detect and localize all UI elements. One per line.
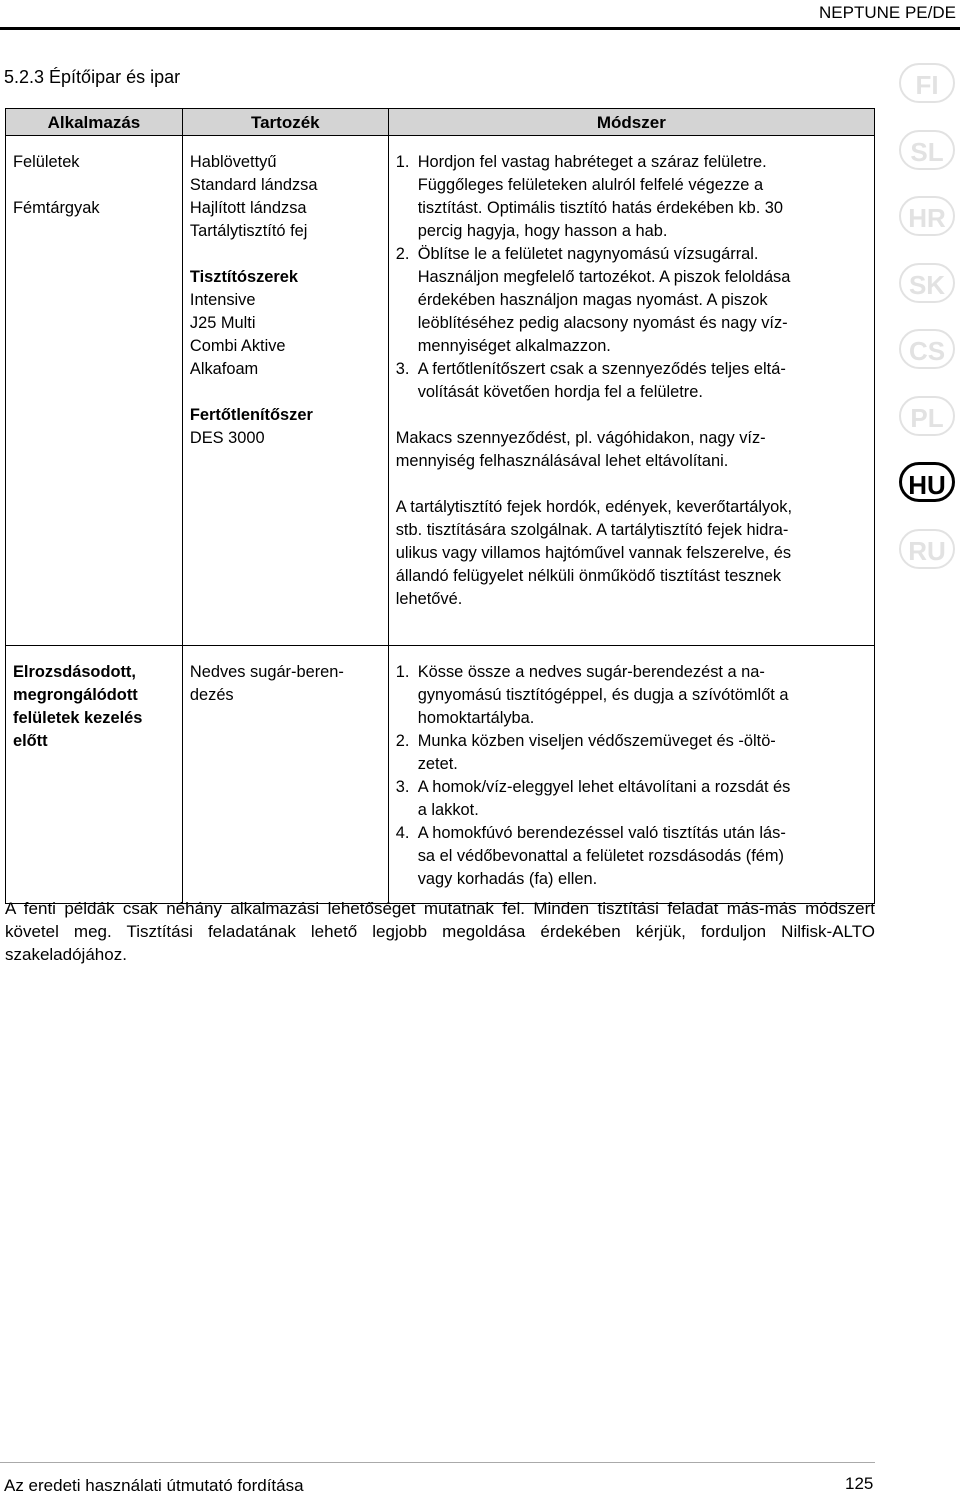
language-tab-pl[interactable]: PL bbox=[895, 393, 959, 439]
footer-rule bbox=[0, 1462, 875, 1463]
method-step: 1. Hordjon fel vastag habréteget a száraz felületre. Függőleges felületeken alulról felfelé végezze a tisztítást. Optimális tisztító hatás érdekében kb. 30 percig hagyja, hogy hasson a hab. bbox=[395, 153, 784, 240]
language-tab-ru[interactable]: RU bbox=[895, 526, 959, 572]
language-tab-fi[interactable]: FI bbox=[895, 60, 959, 106]
method-step: 2. Öblítse le a felületet nagynyomású vízsugárral. Használjon megfelelő tartozékot. A piszok feloldása érdekében használjon magas nyomást. A piszok leöblítéséhez pedig alacsony nyomást és nagy víz- mennyiséget alkalmazzon. bbox=[395, 245, 791, 355]
language-tab-hr[interactable]: HR bbox=[895, 193, 959, 239]
method-cell bbox=[388, 136, 874, 646]
method-paragraph: A tartálytisztító fejek hordók, edények, keverőtartályok, stb. tisztítására szolgálnak. A tartálytisztító fejek hidra- ulikus vagy villamos hajtóművel vannak felszerelve, és állandó felügyelet nélküli önműködő tisztítást tesznek lehetővé. bbox=[395, 498, 793, 608]
method-step: 2. Munka közben viseljen védőszemüveget és -öltö- zetet. bbox=[395, 732, 776, 773]
accessory-item: Standard lándzsa bbox=[189, 176, 318, 194]
method-steps bbox=[396, 661, 868, 891]
page-number: 125 bbox=[845, 1474, 874, 1493]
language-tabs bbox=[895, 60, 959, 592]
note-paragraph: A fenti példák csak néhány alkalmazási lehetőséget mutatnak fel. Minden tisztítási feladat más-más módszert követel meg. Tisztítási feladatának lehető legjobb megoldása érdekében kérjük, forduljon Nilfisk-ALTO szakeladójához. bbox=[5, 899, 875, 964]
table-row bbox=[6, 646, 875, 904]
header-method: Módszer bbox=[388, 109, 874, 136]
application-cell bbox=[6, 136, 183, 646]
cleaner-item: Combi Aktive bbox=[189, 337, 286, 355]
header-rule bbox=[0, 27, 960, 30]
disinfectant-title: Fertőtlenítőszer bbox=[189, 406, 313, 424]
language-tab-cs[interactable]: CS bbox=[895, 326, 959, 372]
method-step: 4. A homokfúvó berendezéssel való tisztítás után lás- sa el védőbevonattal a felületet rozsdásodás (fém) vagy korhadás (fa) ellen. bbox=[395, 824, 786, 888]
header-accessory: Tartozék bbox=[182, 109, 388, 136]
method-paragraph: Makacs szennyeződést, pl. vágóhidakon, nagy víz- mennyiség felhasználásával lehet eltávolítani. bbox=[395, 429, 766, 470]
table-header-row bbox=[6, 109, 875, 136]
method-steps bbox=[396, 151, 868, 404]
header-application: Alkalmazás bbox=[6, 109, 183, 136]
language-tab-sl[interactable]: SL bbox=[895, 127, 959, 173]
application-table bbox=[5, 108, 875, 904]
cleaner-item: Intensive bbox=[189, 291, 256, 309]
application-cell: Elrozsdásodott, megrongálódott felületek kezelés előtt bbox=[6, 646, 183, 904]
cleaner-item: J25 Multi bbox=[189, 314, 256, 332]
language-tab-hu[interactable]: HU bbox=[895, 459, 959, 505]
document-header-title: NEPTUNE PE/DE bbox=[819, 3, 956, 22]
disinfectant-item: DES 3000 bbox=[189, 429, 265, 447]
cleaner-item: Alkafoam bbox=[189, 360, 259, 378]
accessory-item: Hajlított lándzsa bbox=[189, 199, 307, 217]
table-row bbox=[6, 136, 875, 646]
application-item: Felületek bbox=[13, 153, 80, 171]
language-tab-sk[interactable]: SK bbox=[895, 260, 959, 306]
footer-caption: Az eredeti használati útmutató fordítása bbox=[4, 1476, 304, 1495]
accessory-item: Hablövettyű bbox=[189, 153, 277, 171]
application-item: Fémtárgyak bbox=[13, 199, 100, 217]
section-title: 5.2.3 Építőipar és ipar bbox=[4, 67, 181, 87]
accessory-cell: Nedves sugár-beren- dezés bbox=[182, 646, 388, 904]
method-step: 1. Kösse össze a nedves sugár-berendezést a na- gynyomású tisztítógéppel, és dugja a szívótömlőt a homoktartályba. bbox=[395, 663, 789, 727]
accessory-cell bbox=[182, 136, 388, 646]
accessory-item: Tartálytisztító fej bbox=[189, 222, 308, 240]
method-step: 3. A homok/víz-eleggyel lehet eltávolítani a rozsdát és a lakkot. bbox=[395, 778, 791, 819]
cleaners-title: Tisztítószerek bbox=[189, 268, 298, 286]
method-step: 3. A fertőtlenítőszert csak a szennyeződés teljes eltá- volítását követően hordja fel a felületre. bbox=[395, 360, 786, 401]
method-cell bbox=[388, 646, 874, 904]
